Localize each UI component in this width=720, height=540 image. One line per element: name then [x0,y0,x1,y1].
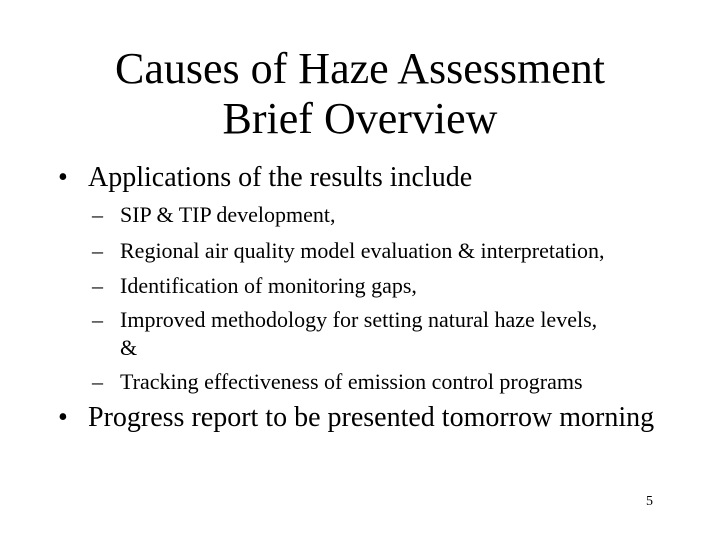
dash-marker: – [92,238,103,263]
bullet-marker: • [58,402,68,433]
bullet-text: Progress report to be presented tomorrow morning [88,402,655,433]
sub-item [92,307,652,333]
title-line-1: Causes of Haze Assessment [114,44,605,93]
bullet-applications [58,162,698,194]
sub-item-text: SIP & TIP development, [120,202,336,227]
dash-marker: – [92,273,103,298]
bullet-text: Applications of the results include [88,162,473,193]
sub-item [92,273,652,299]
sub-item-text: Tracking effectiveness of emission control programs [120,369,583,394]
sub-item-continuation [120,335,680,361]
bullet-progress-report [58,402,698,434]
sub-item-text: Regional air quality model evaluation & interpretation, [120,238,605,263]
slide-title [0,44,720,144]
page-number: 5 [646,494,653,509]
dash-marker: – [92,307,103,332]
title-line-2: Brief Overview [222,94,498,143]
sub-item [92,238,652,264]
sub-item-text: Improved methodology for setting natural haze levels, [120,307,598,332]
dash-marker: – [92,369,103,394]
dash-marker: – [92,202,103,227]
sub-item-text: Identification of monitoring gaps, [120,273,417,298]
bullet-marker: • [58,162,68,193]
sub-item [92,369,652,395]
sub-item [92,202,652,228]
sub-item-text: & [120,335,138,360]
